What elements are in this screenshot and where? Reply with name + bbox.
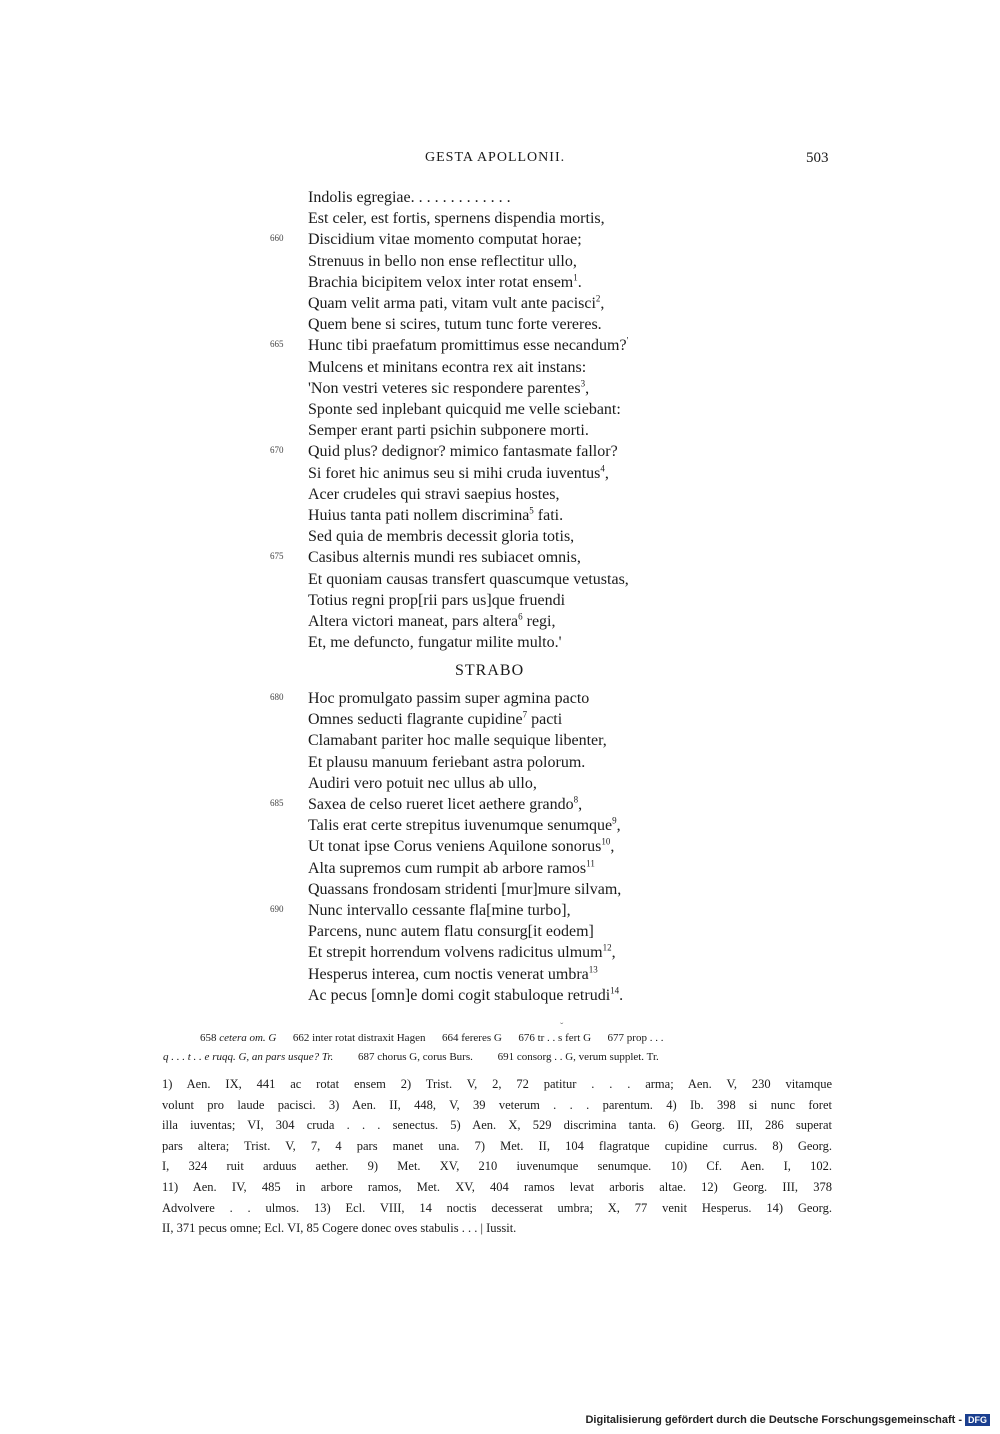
apparatus-line bbox=[163, 1051, 659, 1063]
verse-line: 'Non vestri veteres sic respondere parentes$^3$, bbox=[308, 378, 590, 397]
footnote-ref: 12 bbox=[602, 943, 612, 954]
apparatus-entry: 658 cetera om. G bbox=[200, 1032, 277, 1044]
section-heading: STRABO bbox=[455, 662, 525, 679]
verse-line: Nunc intervallo cessante fla[mine turbo], bbox=[308, 902, 571, 919]
footnote-line: II, 371 pecus omne; Ecl. VI, 85 Cogere donec oves stabulis . . . | Iussit. bbox=[162, 1221, 517, 1236]
footnote-ref: 7 bbox=[522, 709, 528, 720]
verse-line: Alta supremos cum rumpit ab arbore ramos$^{11}$ bbox=[308, 858, 595, 877]
verse-line: Quem bene si scires, tutum tunc forte vereres. bbox=[308, 316, 602, 334]
running-head bbox=[0, 150, 1000, 174]
footnote-ref: 14 bbox=[610, 985, 620, 996]
footnote-ref: 4 bbox=[600, 463, 605, 474]
verse-line: Totius regni prop[rii pars us]que fruendi bbox=[308, 591, 566, 609]
verse-line: Sponte sed inplebant quicquid me velle sciebant: bbox=[308, 401, 621, 418]
verse-line: Hunc tibi praefatum promittimus esse necandum?' bbox=[308, 336, 629, 355]
footnote-ref: ' bbox=[626, 336, 629, 347]
line-number: 680 bbox=[270, 692, 284, 702]
apparatus-entry: 691 consorg . . G, verum supplet. Tr. bbox=[497, 1051, 659, 1063]
verse-line: Quid plus? dedignor? mimico fantasmate fallor? bbox=[308, 443, 618, 461]
verse-line: Talis erat certe strepitus iuvenumque senumque$^9$, bbox=[308, 815, 621, 835]
credit-text: Digitalisierung gefördert durch die Deutsche Forschungsgemeinschaft - bbox=[585, 1414, 962, 1426]
verse-line: Altera victori maneat, pars altera$^6$ regi, bbox=[308, 611, 556, 630]
line-number: 660 bbox=[270, 233, 284, 244]
footnote-ref: 5 bbox=[529, 505, 534, 516]
line-number: 685 bbox=[270, 798, 284, 808]
footnote-line: 1) Aen. IX, 441 ac rotat ensem 2) Trist. V, 2, 72 patitur . . . arma; Aen. V, 230 vitamque bbox=[162, 1077, 832, 1091]
dfg-logo: DFG bbox=[965, 1414, 990, 1426]
footnote-ref: 8 bbox=[573, 794, 579, 805]
verse-line: Si foret hic animus seu si mihi cruda iuventus$^4$, bbox=[308, 463, 609, 482]
verse-line: Huius tanta pati nollem discrimina$^5$ fati. bbox=[308, 505, 564, 524]
verse-line: Est celer, est fortis, spernens dispendia mortis, bbox=[308, 210, 605, 228]
verse-line: Brachia bicipitem velox inter rotat ensem$^1$. bbox=[308, 272, 582, 291]
apparatus-entry: 687 chorus G, corus Burs. bbox=[357, 1051, 473, 1063]
verse-line: Omnes seducti flagrante cupidine$^7$ pacti bbox=[308, 709, 563, 729]
verse-line: Strenuus in bello non ense reflectitur ullo, bbox=[308, 252, 577, 270]
apparatus-entry: 662 inter rotat distraxit Hagen bbox=[292, 1032, 426, 1044]
verse-line: Audiri vero potuit nec ullus ab ullo, bbox=[308, 774, 537, 792]
footnote-line: illa iuventas; VI, 304 cruda . . . senectus. 5) Aen. X, 529 discrimina tanta. 6) Georg. III, 286 superat bbox=[162, 1118, 832, 1133]
footnote-line: Advolvere . . ulmos. 13) Ecl. VIII, 14 noctis decesserat umbra; X, 77 venit Hesperus. 14) Georg. bbox=[162, 1200, 832, 1215]
footnote-ref: 2 bbox=[595, 293, 601, 304]
footnotes bbox=[162, 1074, 832, 1239]
page-title: GESTA APOLLONII. bbox=[425, 150, 566, 165]
line-number: 665 bbox=[270, 339, 284, 350]
verse-line: Et plausu manuum feriebant astra polorum. bbox=[308, 753, 586, 771]
line-number: 670 bbox=[270, 445, 284, 456]
footnote-line: pars altera; Trist. V, 7, 4 pars manet una. 7) Met. II, 104 flagratque cupidine currus. 8) Georg. bbox=[162, 1138, 832, 1153]
footnote-ref: 11 bbox=[586, 858, 595, 869]
verse-line: Quassans frondosam stridenti [mur]mure silvam, bbox=[308, 880, 622, 898]
apparatus-entry: 664 fereres G bbox=[441, 1032, 502, 1044]
page-number: 503 bbox=[806, 150, 829, 166]
footnote-line: 11) Aen. IV, 485 in arbore ramos, Met. XV, 404 ramos levat arboris altae. 12) Georg. III, 378 bbox=[162, 1179, 832, 1194]
verse-line: Indolis egregiae. . . . . . . . . . . . . bbox=[308, 189, 511, 206]
verse-line: Et, me defuncto, fungatur milite multo.' bbox=[308, 634, 562, 652]
verse-line: Quam velit arma pati, vitam vult ante pacisci$^2$, bbox=[308, 293, 605, 312]
verse-line: Hesperus interea, cum noctis venerat umbra$^{13}$ bbox=[308, 964, 598, 983]
footnote-line: volunt pro laude pacisci. 3) Aen. II, 448, V, 39 veterum . . . parentum. 4) Ib. 398 si nunc foret bbox=[162, 1097, 832, 1112]
verse-line: Sed quia de membris decessit gloria totis, bbox=[308, 528, 575, 546]
verse-line: Casibus alternis mundi res subiacet omnis, bbox=[308, 549, 581, 567]
verse-line: Et strepit horrendum volvens radicitus ulmum$^{12}$, bbox=[308, 943, 616, 962]
verse-line: Discidium vitae momento computat horae; bbox=[308, 231, 582, 249]
footnote-ref: 6 bbox=[518, 611, 523, 622]
footnote-ref: 13 bbox=[588, 964, 598, 975]
apparatus-entry: 677 prop . . . bbox=[607, 1032, 664, 1044]
verse-line: Et quoniam causas transfert quascumque vetustas, bbox=[308, 570, 629, 588]
line-number: 690 bbox=[270, 904, 284, 914]
footnote-line: I, 324 ruit arduus aether. 9) Met. XV, 210 iuvenumque senumque. 10) Cf. Aen. I, 102. bbox=[162, 1159, 832, 1174]
apparatus-entry: 676 tr . . s fert G bbox=[518, 1032, 592, 1044]
verse-line: Mulcens et minitans econtra rex ait instans: bbox=[308, 358, 587, 376]
verse-line: Acer crudeles qui stravi saepius hostes, bbox=[308, 485, 560, 503]
line-number: 675 bbox=[270, 551, 284, 562]
verse-line: Saxea de celso rueret licet aethere grando$^8$, bbox=[308, 794, 583, 813]
verse-line: Ac pecus [omn]e domi cogit stabuloque retrudi$^{14}$. bbox=[308, 985, 624, 1004]
footnote-ref: 1 bbox=[573, 272, 578, 283]
footnote-ref: 3 bbox=[580, 378, 586, 389]
verse-line: Semper erant parti psichin subponere morti. bbox=[308, 422, 589, 440]
apparatus-line bbox=[200, 1032, 663, 1044]
verse-line: Hoc promulgato passim super agmina pacto bbox=[308, 690, 590, 707]
verse-line: Ut tonat ipse Corus veniens Aquilone sonorus$^{10}$, bbox=[308, 837, 615, 856]
verse-line: Clamabant pariter hoc malle sequique libenter, bbox=[308, 732, 607, 750]
divider: ˇ bbox=[560, 1022, 564, 1033]
apparatus-entry: q . . . t . . e ruqq. G, an pars usque? Tr. bbox=[163, 1051, 334, 1063]
verse-line: Parcens, nunc autem flatu consurg[it eodem] bbox=[308, 923, 594, 941]
footnote-ref: 9 bbox=[612, 815, 617, 826]
footnote-ref: 10 bbox=[601, 837, 611, 848]
digitization-credit bbox=[585, 1414, 990, 1426]
